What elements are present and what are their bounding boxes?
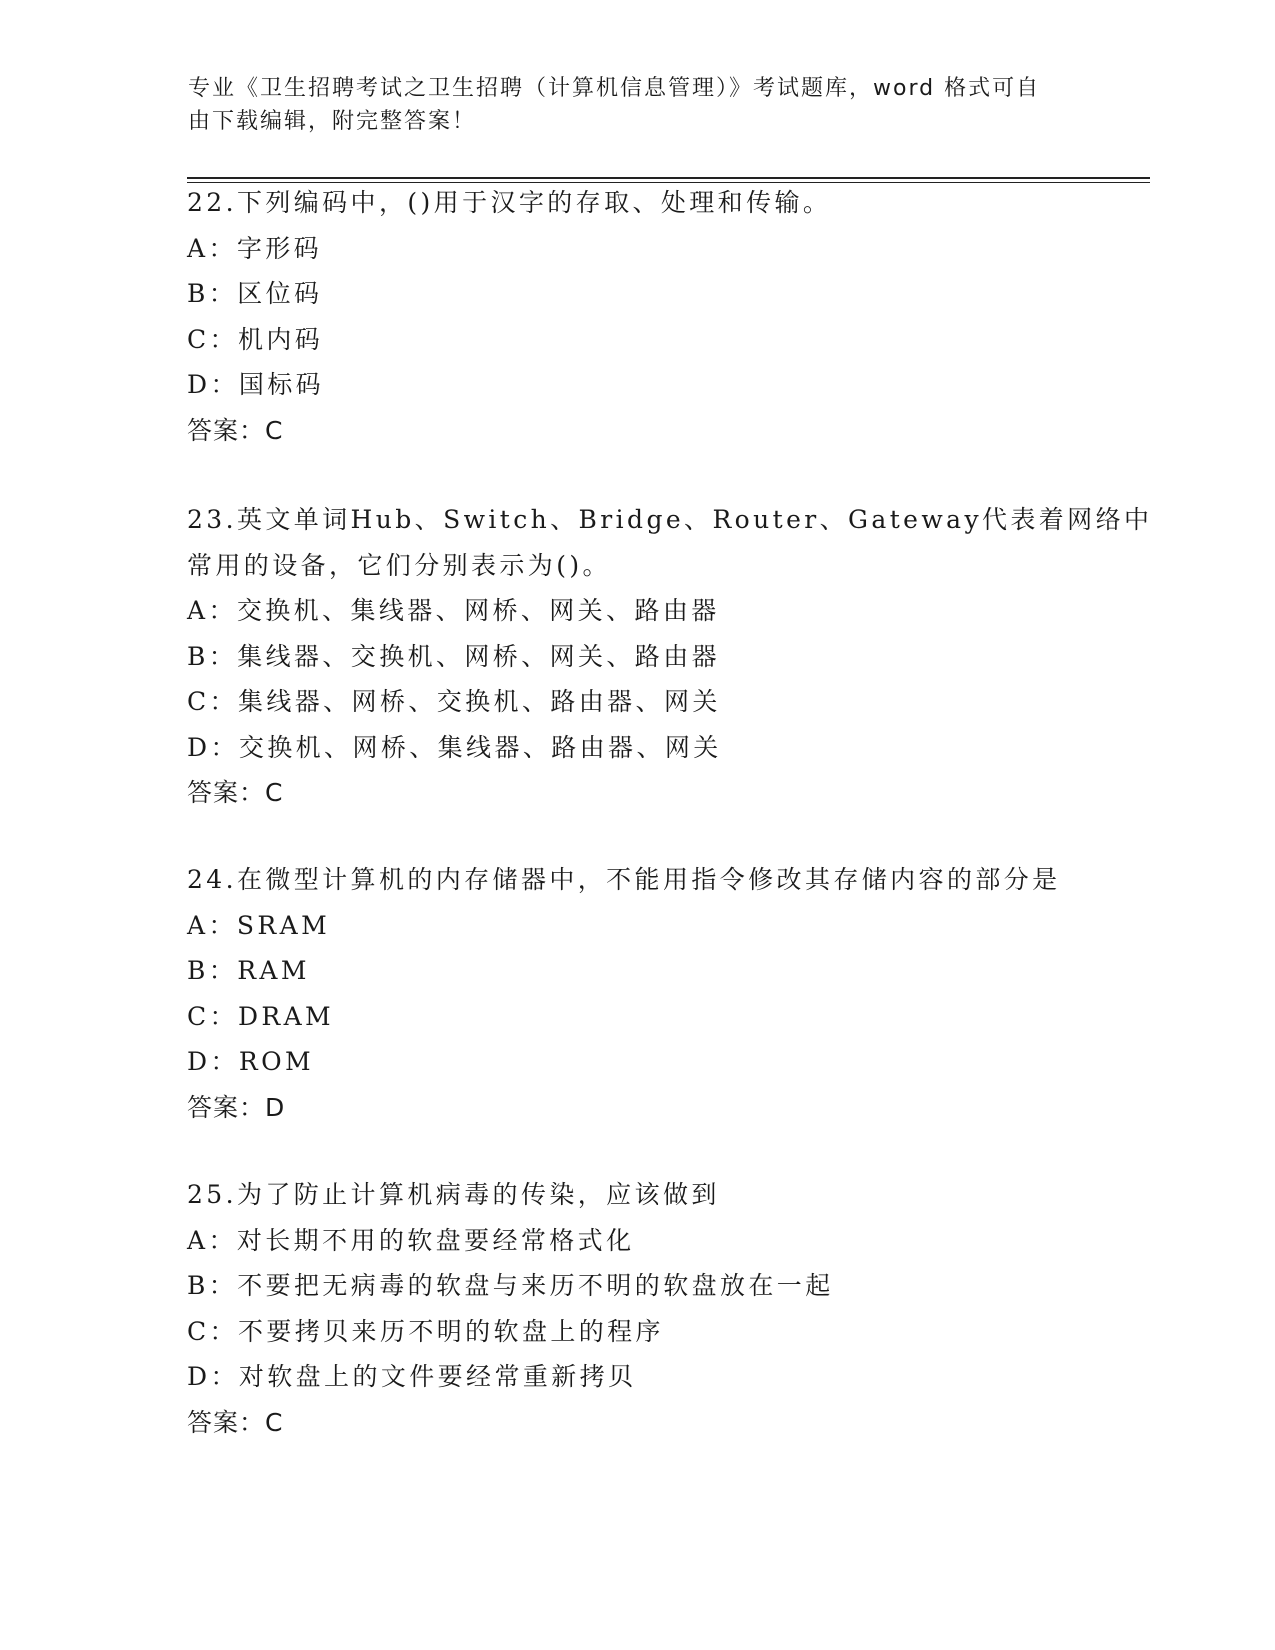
option-a: A：交换机、集线器、网桥、网关、路由器 — [187, 596, 720, 625]
question-stem: 25.为了防止计算机病毒的传染，应该做到 — [187, 1180, 720, 1209]
question-24 — [187, 857, 1087, 1130]
option-c: C：DRAM — [187, 1001, 335, 1031]
header-line-1: 专业《卫生招聘考试之卫生招聘（计算机信息管理）》考试题库，word 格式可自 — [188, 76, 1041, 101]
header-line-2: 由下载编辑，附完整答案！ — [188, 109, 477, 134]
option-c: C：机内码 — [187, 324, 324, 354]
option-c: C：集线器、网桥、交换机、路由器、网关 — [187, 687, 721, 716]
question-25 — [187, 1172, 1087, 1445]
option-d: D：ROM — [187, 1047, 314, 1076]
option-b: B：集线器、交换机、网桥、网关、路由器 — [187, 641, 720, 671]
option-d: D：对软盘上的文件要经常重新拷贝 — [187, 1362, 637, 1391]
option-b: B：不要把无病毒的软盘与来历不明的软盘放在一起 — [187, 1271, 834, 1300]
header-divider — [187, 177, 1150, 179]
option-a: A：对长期不用的软盘要经常格式化 — [187, 1225, 635, 1255]
document-header — [188, 72, 1068, 138]
question-stem: 22.下列编码中，()用于汉字的存取、处理和传输。 — [187, 188, 832, 217]
answer: 答案：D — [187, 1092, 286, 1122]
question-stem: 23.英文单词Hub、Switch、Bridge、Router、Gateway代表着网络中 — [187, 505, 1153, 534]
option-d: D：国标码 — [187, 370, 325, 399]
option-b: B：RAM — [187, 956, 310, 985]
answer: 答案：C — [187, 1407, 284, 1437]
question-stem-continued: 常用的设备，它们分别表示为()。 — [187, 550, 611, 580]
option-a: A：字形码 — [187, 233, 323, 263]
question-23 — [187, 497, 1153, 816]
option-b: B：区位码 — [187, 279, 323, 308]
option-a: A：SRAM — [187, 910, 331, 940]
question-22 — [187, 180, 1087, 453]
option-c: C：不要拷贝来历不明的软盘上的程序 — [187, 1316, 664, 1346]
option-d: D：交换机、网桥、集线器、路由器、网关 — [187, 732, 722, 762]
answer: 答案：C — [187, 778, 284, 807]
question-stem: 24.在微型计算机的内存储器中，不能用指令修改其存储内容的部分是 — [187, 865, 1061, 894]
answer: 答案：C — [187, 415, 284, 445]
